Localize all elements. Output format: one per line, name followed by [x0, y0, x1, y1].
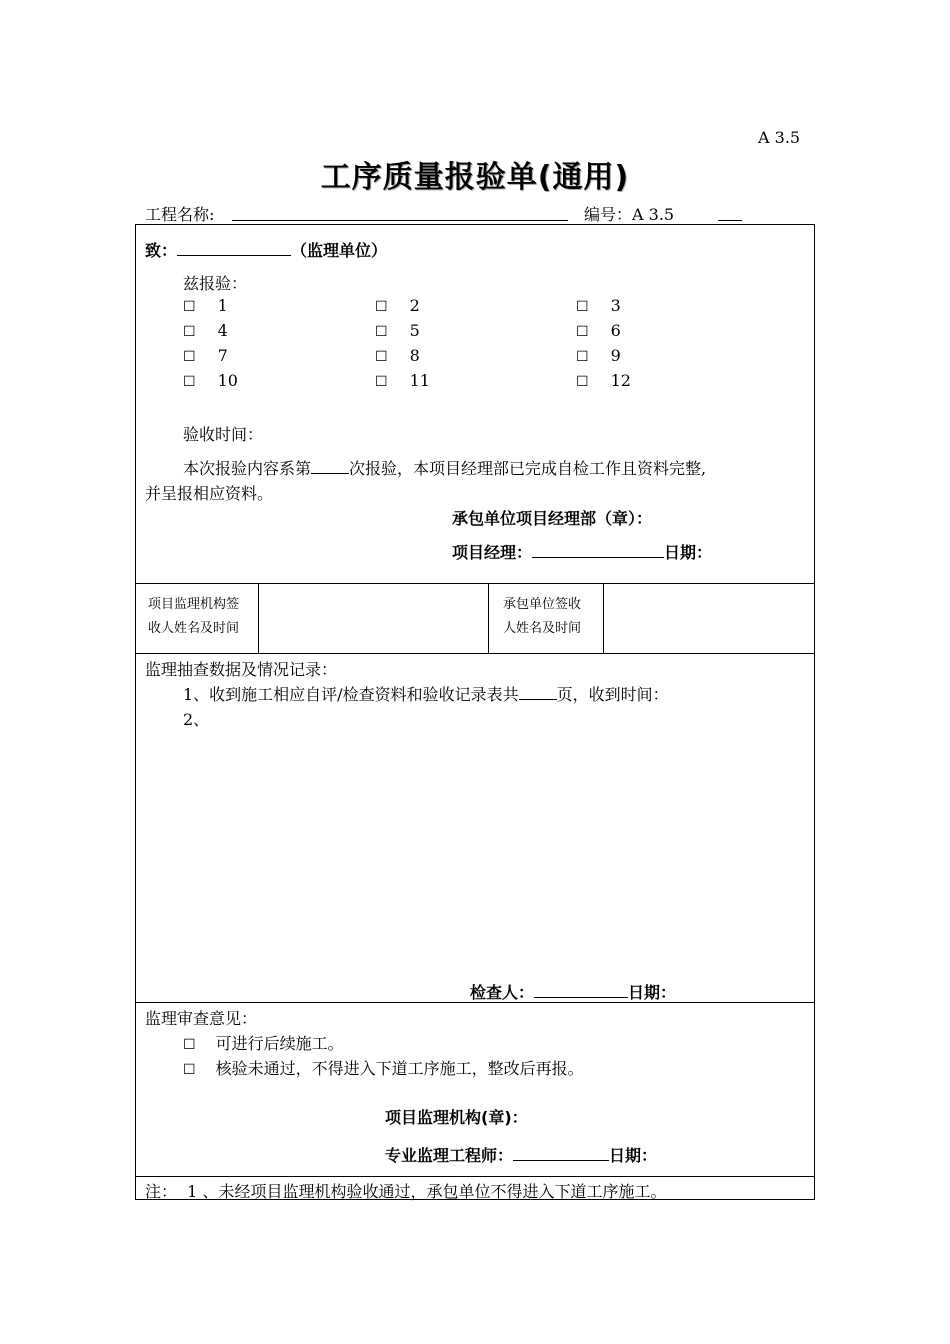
supervisor-unit-field[interactable] [177, 239, 291, 256]
engineer-line [385, 1143, 657, 1166]
checkbox-item[interactable] [576, 296, 621, 315]
checkbox-item[interactable] [375, 371, 430, 390]
inspector-field[interactable] [534, 981, 628, 998]
divider [488, 583, 489, 653]
submission-count-field[interactable] [311, 457, 349, 474]
checkbox-item[interactable] [576, 346, 621, 365]
contractor-sign-line1: 承包单位签收 [503, 597, 582, 612]
contractor-sign-field[interactable] [604, 584, 814, 653]
contractor-dept-label: 承包单位项目经理部（章）： [452, 509, 653, 528]
project-name-label: 工程名称: [145, 205, 215, 224]
engineer-label: 专业监理工程师： [385, 1146, 514, 1165]
pm-field[interactable] [532, 541, 664, 558]
supervisor-sign-line2: 收人姓名及时间 [148, 621, 240, 636]
form-number-field[interactable] [718, 220, 742, 221]
to-line [145, 238, 387, 261]
review-heading: 监理审查意见： [145, 1009, 258, 1028]
pages-field[interactable] [519, 683, 557, 700]
checkbox-icon[interactable]: ☐ [183, 1037, 196, 1053]
checkbox-label: 7 [217, 346, 228, 365]
project-name-field[interactable] [232, 220, 568, 221]
page-title: 工序质量报验单(通用) [320, 160, 630, 195]
footnote: 注： 1 、未经项目监理机构验收通过，承包单位不得进入下道工序施工。 [145, 1182, 667, 1201]
inspection-heading: 监理抽查数据及情况记录： [145, 660, 338, 679]
date-label: 日期： [628, 983, 677, 1002]
pm-label: 项目经理： [452, 543, 533, 562]
checkbox-label: 12 [610, 371, 631, 390]
checkbox-item[interactable] [183, 371, 238, 390]
checkbox-label: 5 [409, 321, 420, 340]
to-suffix: （监理单位） [291, 241, 388, 260]
inspection-item-1 [183, 682, 669, 705]
inspector-line [470, 980, 676, 1003]
review-option-text: 可进行后续施工。 [215, 1034, 344, 1053]
checkbox-item[interactable] [576, 371, 631, 390]
checkbox-icon[interactable]: ☐ [576, 299, 589, 315]
checkbox-icon[interactable]: ☐ [576, 324, 589, 340]
divider [135, 1176, 815, 1177]
supervisor-sign-field[interactable] [259, 584, 487, 653]
checkbox-icon[interactable]: ☐ [183, 374, 196, 390]
checkbox-item[interactable] [576, 321, 621, 340]
checkbox-icon[interactable]: ☐ [183, 324, 196, 340]
checkbox-icon[interactable]: ☐ [576, 349, 589, 365]
inspection-text: 页，收到时间： [556, 685, 669, 704]
submit-label: 兹报验： [183, 274, 248, 293]
checkbox-icon[interactable]: ☐ [183, 299, 196, 315]
checkbox-icon[interactable]: ☐ [375, 349, 388, 365]
checkbox-item[interactable] [183, 346, 228, 365]
agency-label: 项目监理机构(章)： [385, 1108, 528, 1127]
supervisor-sign-label [148, 593, 239, 641]
inspection-item-2: 2、 [183, 710, 210, 729]
inspection-text: 1、收到施工相应自评/检查资料和验收记录表共 [183, 685, 519, 704]
checkbox-label: 10 [217, 371, 238, 390]
contractor-sign-line2: 人姓名及时间 [503, 621, 582, 636]
statement-text: 次报验，本项目经理部已完成自检工作且资料完整, [349, 459, 707, 478]
date-label: 日期： [609, 1146, 658, 1165]
inspector-label: 检查人： [470, 983, 535, 1002]
engineer-field[interactable] [513, 1144, 609, 1161]
checkbox-label: 8 [409, 346, 420, 365]
checkbox-label: 11 [409, 371, 430, 390]
checkbox-icon[interactable]: ☐ [183, 349, 196, 365]
divider [135, 653, 815, 654]
checkbox-label: 2 [409, 296, 420, 315]
checkbox-item[interactable] [375, 296, 420, 315]
supervisor-sign-line1: 项目监理机构签 [148, 597, 240, 612]
statement-line1 [183, 456, 706, 479]
review-option-text: 核验未通过，不得进入下道工序施工，整改后再报。 [215, 1059, 584, 1078]
checkbox-item[interactable] [183, 321, 228, 340]
accept-time-label: 验收时间： [183, 425, 264, 444]
to-label: 致： [145, 241, 178, 260]
form-number-label: 编号：A 3.5 [584, 205, 675, 224]
statement-text: 本次报验内容系第 [183, 459, 312, 478]
checkbox-icon[interactable]: ☐ [375, 374, 388, 390]
checkbox-icon[interactable]: ☐ [375, 299, 388, 315]
checkbox-icon[interactable]: ☐ [576, 374, 589, 390]
checkbox-icon[interactable]: ☐ [375, 324, 388, 340]
checkbox-item[interactable] [375, 346, 420, 365]
date-label: 日期： [664, 543, 713, 562]
checkbox-item[interactable] [183, 296, 228, 315]
checkbox-label: 1 [217, 296, 228, 315]
checkbox-label: 9 [610, 346, 621, 365]
statement-line2: 并呈报相应资料。 [145, 484, 274, 503]
contractor-sign-label [503, 593, 581, 641]
pm-line [452, 540, 712, 563]
checkbox-item[interactable] [375, 321, 420, 340]
review-option-2 [183, 1056, 584, 1079]
review-option-1 [183, 1031, 344, 1054]
checkbox-label: 4 [217, 321, 228, 340]
checkbox-label: 6 [610, 321, 621, 340]
form-code: A 3.5 [758, 128, 801, 147]
checkbox-label: 3 [610, 296, 621, 315]
checkbox-icon[interactable]: ☐ [183, 1062, 196, 1078]
